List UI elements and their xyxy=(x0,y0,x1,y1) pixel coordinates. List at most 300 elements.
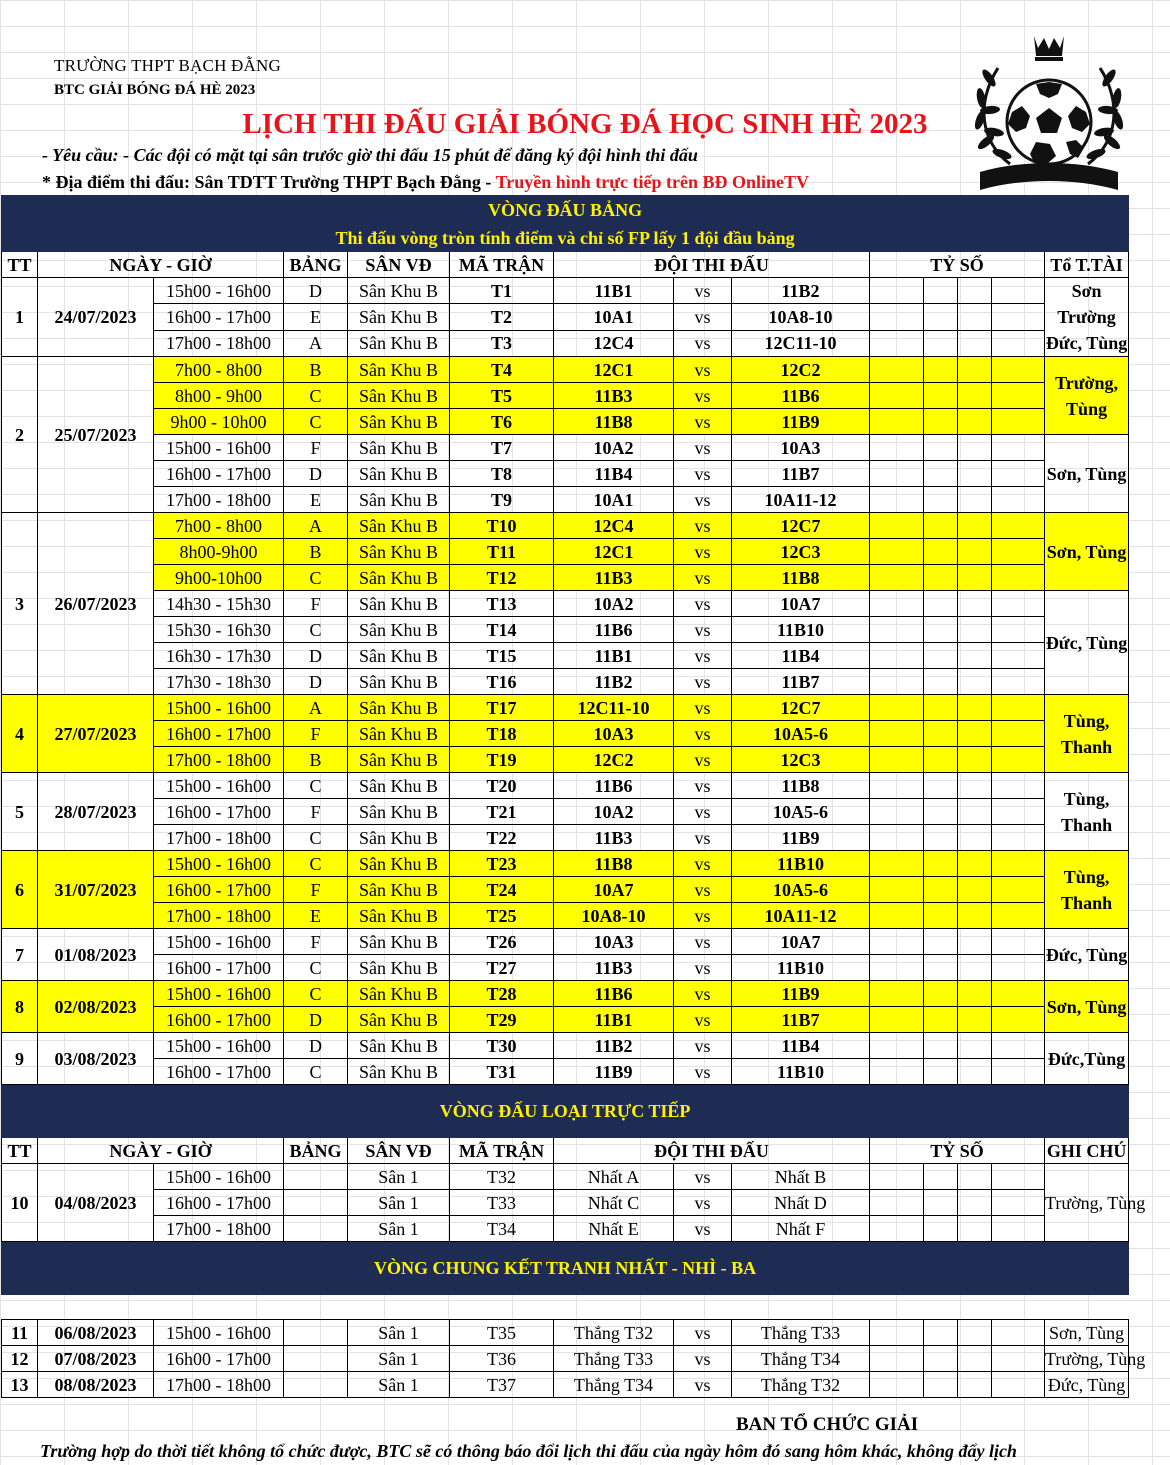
score-cell xyxy=(992,565,1045,591)
team-away: 12C11-10 xyxy=(732,330,870,356)
day-number: 6 xyxy=(2,851,38,929)
score-cell xyxy=(992,409,1045,435)
score-cell xyxy=(870,695,924,721)
match-row xyxy=(2,1216,1129,1242)
match-code: T4 xyxy=(450,357,554,383)
vs-label: vs xyxy=(674,409,732,435)
day-date: 27/07/2023 xyxy=(38,695,154,773)
page-title: LỊCH THI ĐẤU GIẢI BÓNG ĐÁ HỌC SINH HÈ 2023 xyxy=(242,108,928,140)
match-row xyxy=(2,1190,1129,1216)
match-row xyxy=(2,357,1129,383)
header-officials: Tổ T.TÀI xyxy=(1045,252,1129,278)
score-cell xyxy=(992,487,1045,513)
score-cell xyxy=(924,435,958,461)
team-home: Nhất A xyxy=(554,1164,674,1190)
officials-cell: Sơn, Tùng xyxy=(1045,1320,1129,1346)
score-cell xyxy=(958,383,992,409)
team-away: 11B6 xyxy=(732,383,870,409)
score-cell xyxy=(870,565,924,591)
day-number: 3 xyxy=(2,513,38,695)
match-row xyxy=(2,513,1129,539)
team-away: Nhất D xyxy=(732,1190,870,1216)
match-code: T36 xyxy=(450,1346,554,1372)
match-group: D xyxy=(284,643,348,669)
match-code: T12 xyxy=(450,565,554,591)
match-time: 16h30 - 17h30 xyxy=(154,643,284,669)
score-cell xyxy=(992,1033,1045,1059)
score-cell xyxy=(924,513,958,539)
score-cell xyxy=(958,747,992,773)
officials-cell: Trường, Tùng xyxy=(1045,1346,1129,1372)
team-away: 10A5-6 xyxy=(732,799,870,825)
match-row xyxy=(2,721,1129,747)
score-cell xyxy=(958,643,992,669)
match-row xyxy=(2,955,1129,981)
day-number: 13 xyxy=(2,1372,38,1398)
header-score: TỶ SỐ xyxy=(870,1138,1045,1164)
score-cell xyxy=(958,1216,992,1242)
schedule-table xyxy=(1,195,1146,1398)
match-code: T2 xyxy=(450,304,554,330)
match-code: T6 xyxy=(450,409,554,435)
weather-note: Trường hợp do thời tiết không tổ chức được, BTC sẽ có thông báo đổi lịch thi đấu của ngày hôm đó sang hôm khác, không đẩy lịch xyxy=(40,1441,1017,1461)
match-group: A xyxy=(284,695,348,721)
score-cell xyxy=(924,461,958,487)
score-cell xyxy=(924,565,958,591)
match-field: Sân Khu B xyxy=(348,981,450,1007)
match-field: Sân Khu B xyxy=(348,929,450,955)
match-group: C xyxy=(284,409,348,435)
score-cell xyxy=(870,357,924,383)
committee-name: BTC GIẢI BÓNG ĐÁ HÈ 2023 xyxy=(54,82,256,98)
team-away: Thắng T32 xyxy=(732,1372,870,1398)
vs-label: vs xyxy=(674,825,732,851)
score-cell xyxy=(958,721,992,747)
score-cell xyxy=(870,799,924,825)
match-code: T24 xyxy=(450,877,554,903)
score-cell xyxy=(958,278,992,304)
score-cell xyxy=(924,981,958,1007)
score-cell xyxy=(870,825,924,851)
match-time: 15h00 - 16h00 xyxy=(154,695,284,721)
match-group: D xyxy=(284,278,348,304)
score-cell xyxy=(924,955,958,981)
officials-cell: Đức, Tùng xyxy=(1045,1372,1129,1398)
team-home: 10A8-10 xyxy=(554,903,674,929)
match-time: 15h00 - 16h00 xyxy=(154,929,284,955)
score-cell xyxy=(924,487,958,513)
vs-label: vs xyxy=(674,591,732,617)
team-away: 11B8 xyxy=(732,773,870,799)
day-date: 26/07/2023 xyxy=(38,513,154,695)
team-home: 11B1 xyxy=(554,278,674,304)
score-cell xyxy=(870,409,924,435)
match-field: Sân Khu B xyxy=(348,487,450,513)
match-time: 7h00 - 8h00 xyxy=(154,513,284,539)
match-group xyxy=(284,1164,348,1190)
score-cell xyxy=(992,330,1045,356)
score-cell xyxy=(870,1372,924,1398)
score-cell xyxy=(958,903,992,929)
team-home: 10A1 xyxy=(554,487,674,513)
vs-label: vs xyxy=(674,799,732,825)
match-row xyxy=(2,799,1129,825)
match-time: 17h00 - 18h00 xyxy=(154,747,284,773)
header-group: BẢNG xyxy=(284,1138,348,1164)
match-row xyxy=(2,461,1129,487)
vs-label: vs xyxy=(674,1164,732,1190)
team-home: 10A7 xyxy=(554,877,674,903)
team-home: 12C4 xyxy=(554,513,674,539)
score-cell xyxy=(870,747,924,773)
match-code: T13 xyxy=(450,591,554,617)
score-cell xyxy=(924,773,958,799)
match-time: 15h00 - 16h00 xyxy=(154,981,284,1007)
match-field: Sân Khu B xyxy=(348,591,450,617)
header-officials: GHI CHÚ xyxy=(1045,1138,1129,1164)
match-field: Sân Khu B xyxy=(348,877,450,903)
vs-label: vs xyxy=(674,383,732,409)
team-away: 11B7 xyxy=(732,1007,870,1033)
match-group: E xyxy=(284,487,348,513)
score-cell xyxy=(958,487,992,513)
match-code: T5 xyxy=(450,383,554,409)
match-group: C xyxy=(284,383,348,409)
match-code: T22 xyxy=(450,825,554,851)
score-cell xyxy=(924,877,958,903)
match-time: 16h00 - 17h00 xyxy=(154,1346,284,1372)
team-away: 12C2 xyxy=(732,357,870,383)
match-code: T37 xyxy=(450,1372,554,1398)
match-row xyxy=(2,383,1129,409)
match-code: T1 xyxy=(450,278,554,304)
match-time: 7h00 - 8h00 xyxy=(154,357,284,383)
score-cell xyxy=(924,539,958,565)
team-away: 11B8 xyxy=(732,565,870,591)
score-cell xyxy=(924,643,958,669)
day-date: 01/08/2023 xyxy=(38,929,154,981)
venue-text: * Địa điểm thi đấu: Sân TDTT Trường THPT Bạch Đằng - xyxy=(42,172,496,192)
team-home: 12C11-10 xyxy=(554,695,674,721)
score-cell xyxy=(958,981,992,1007)
match-group: F xyxy=(284,591,348,617)
team-home: 10A2 xyxy=(554,591,674,617)
team-home: 12C4 xyxy=(554,330,674,356)
match-field: Sân Khu B xyxy=(348,330,450,356)
match-row xyxy=(2,851,1129,877)
day-number: 2 xyxy=(2,357,38,513)
score-cell xyxy=(958,461,992,487)
organizer-signature: BAN TỔ CHỨC GIẢI xyxy=(736,1414,919,1435)
day-number: 8 xyxy=(2,981,38,1033)
match-time: 17h00 - 18h00 xyxy=(154,1216,284,1242)
team-away: 10A5-6 xyxy=(732,721,870,747)
score-cell xyxy=(924,383,958,409)
match-group xyxy=(284,1372,348,1398)
team-away: 11B9 xyxy=(732,825,870,851)
score-cell xyxy=(958,565,992,591)
day-number: 1 xyxy=(2,278,38,357)
match-field: Sân Khu B xyxy=(348,643,450,669)
score-cell xyxy=(958,1164,992,1190)
header-teams: ĐỘI THI ĐẤU xyxy=(554,252,870,278)
team-home: 11B3 xyxy=(554,383,674,409)
team-away: Nhất B xyxy=(732,1164,870,1190)
vs-label: vs xyxy=(674,877,732,903)
match-group xyxy=(284,1216,348,1242)
score-cell xyxy=(992,721,1045,747)
score-cell xyxy=(958,617,992,643)
score-cell xyxy=(958,669,992,695)
match-group: C xyxy=(284,1059,348,1085)
officials-cell: Tùng, Thanh xyxy=(1045,695,1129,773)
team-home: Thắng T33 xyxy=(554,1346,674,1372)
spacer-row xyxy=(2,1295,1129,1320)
match-group: E xyxy=(284,304,348,330)
score-cell xyxy=(992,903,1045,929)
score-cell xyxy=(992,1190,1045,1216)
vs-label: vs xyxy=(674,747,732,773)
match-row xyxy=(2,409,1129,435)
header-datetime: NGÀY - GIỜ xyxy=(38,1138,284,1164)
team-home: 11B3 xyxy=(554,955,674,981)
team-away: 11B9 xyxy=(732,409,870,435)
match-time: 15h00 - 16h00 xyxy=(154,851,284,877)
group-stage-subtitle-cell: Thi đấu vòng tròn tính điểm và chỉ số FP lấy 1 đội đầu bảng xyxy=(2,224,1129,252)
score-cell xyxy=(924,799,958,825)
vs-label: vs xyxy=(674,357,732,383)
score-cell xyxy=(870,669,924,695)
score-cell xyxy=(924,747,958,773)
match-code: T33 xyxy=(450,1190,554,1216)
officials-cell: Trường, Tùng xyxy=(1045,357,1129,435)
match-field: Sân Khu B xyxy=(348,695,450,721)
score-cell xyxy=(870,591,924,617)
match-row xyxy=(2,825,1129,851)
team-home: 10A2 xyxy=(554,435,674,461)
vs-label: vs xyxy=(674,461,732,487)
score-cell xyxy=(992,747,1045,773)
score-cell xyxy=(992,617,1045,643)
match-code: T16 xyxy=(450,669,554,695)
match-row xyxy=(2,1372,1129,1398)
officials-cell: Tùng, Thanh xyxy=(1045,851,1129,929)
match-time: 17h00 - 18h00 xyxy=(154,903,284,929)
score-cell xyxy=(924,1007,958,1033)
score-cell xyxy=(870,435,924,461)
score-cell xyxy=(870,1059,924,1085)
match-time: 16h00 - 17h00 xyxy=(154,461,284,487)
day-date: 07/08/2023 xyxy=(38,1346,154,1372)
match-code: T3 xyxy=(450,330,554,356)
match-row xyxy=(2,747,1129,773)
match-row xyxy=(2,1007,1129,1033)
score-cell xyxy=(958,1059,992,1085)
match-field: Sân Khu B xyxy=(348,304,450,330)
officials-cell: Sơn Trường Đức, Tùng xyxy=(1045,278,1129,357)
score-cell xyxy=(992,461,1045,487)
day-number: 4 xyxy=(2,695,38,773)
match-row xyxy=(2,1059,1129,1085)
broadcast-text: Truyền hình trực tiếp trên BĐ OnlineTV xyxy=(495,172,810,192)
match-group: B xyxy=(284,357,348,383)
score-cell xyxy=(924,695,958,721)
match-row xyxy=(2,539,1129,565)
score-cell xyxy=(924,330,958,356)
match-field: Sân Khu B xyxy=(348,851,450,877)
score-cell xyxy=(924,669,958,695)
team-home: Thắng T34 xyxy=(554,1372,674,1398)
vs-label: vs xyxy=(674,1346,732,1372)
header-tt: TT xyxy=(2,252,38,278)
day-date: 03/08/2023 xyxy=(38,1033,154,1085)
team-home: 11B4 xyxy=(554,461,674,487)
score-cell xyxy=(958,304,992,330)
officials-cell: Đức,Tùng xyxy=(1045,1033,1129,1085)
score-cell xyxy=(870,1216,924,1242)
team-home: 10A3 xyxy=(554,721,674,747)
match-row xyxy=(2,669,1129,695)
match-field: Sân 1 xyxy=(348,1372,450,1398)
match-row xyxy=(2,1320,1129,1346)
match-group: D xyxy=(284,461,348,487)
vs-label: vs xyxy=(674,669,732,695)
score-cell xyxy=(870,851,924,877)
match-code: T35 xyxy=(450,1320,554,1346)
match-group: D xyxy=(284,669,348,695)
match-code: T30 xyxy=(450,1033,554,1059)
match-code: T23 xyxy=(450,851,554,877)
match-field: Sân Khu B xyxy=(348,773,450,799)
officials-cell: Đức, Tùng xyxy=(1045,591,1129,695)
team-away: Thắng T33 xyxy=(732,1320,870,1346)
knockout-title xyxy=(2,1085,1129,1138)
team-home: 11B3 xyxy=(554,825,674,851)
score-cell xyxy=(870,903,924,929)
vs-label: vs xyxy=(674,1007,732,1033)
score-cell xyxy=(870,539,924,565)
day-date: 28/07/2023 xyxy=(38,773,154,851)
match-code: T25 xyxy=(450,903,554,929)
score-cell xyxy=(924,1059,958,1085)
match-group: C xyxy=(284,617,348,643)
vs-label: vs xyxy=(674,1372,732,1398)
match-group: F xyxy=(284,435,348,461)
match-field: Sân Khu B xyxy=(348,799,450,825)
day-date: 25/07/2023 xyxy=(38,357,154,513)
match-field: Sân Khu B xyxy=(348,747,450,773)
vs-label: vs xyxy=(674,1320,732,1346)
header-field: SÂN VĐ xyxy=(348,1138,450,1164)
score-cell xyxy=(870,773,924,799)
vs-label: vs xyxy=(674,304,732,330)
match-field: Sân 1 xyxy=(348,1320,450,1346)
day-number: 9 xyxy=(2,1033,38,1085)
team-home: Thắng T32 xyxy=(554,1320,674,1346)
final-title xyxy=(2,1242,1129,1295)
day-number: 10 xyxy=(2,1164,38,1242)
match-code: T18 xyxy=(450,721,554,747)
match-code: T19 xyxy=(450,747,554,773)
team-away: 11B2 xyxy=(732,278,870,304)
team-away: 10A3 xyxy=(732,435,870,461)
score-cell xyxy=(870,617,924,643)
team-away: 10A8-10 xyxy=(732,304,870,330)
match-field: Sân Khu B xyxy=(348,1007,450,1033)
header-teams: ĐỘI THI ĐẤU xyxy=(554,1138,870,1164)
match-code: T8 xyxy=(450,461,554,487)
team-home: 11B6 xyxy=(554,773,674,799)
match-group: C xyxy=(284,981,348,1007)
match-field: Sân Khu B xyxy=(348,513,450,539)
match-code: T34 xyxy=(450,1216,554,1242)
day-number: 11 xyxy=(2,1320,38,1346)
score-cell xyxy=(924,903,958,929)
score-cell xyxy=(992,851,1045,877)
team-away: 11B7 xyxy=(732,461,870,487)
match-row xyxy=(2,330,1129,356)
match-row xyxy=(2,565,1129,591)
day-number: 7 xyxy=(2,929,38,981)
vs-label: vs xyxy=(674,721,732,747)
match-time: 15h00 - 16h00 xyxy=(154,278,284,304)
vs-label: vs xyxy=(674,929,732,955)
score-cell xyxy=(924,1164,958,1190)
score-cell xyxy=(870,330,924,356)
match-time: 15h00 - 16h00 xyxy=(154,1164,284,1190)
vs-label: vs xyxy=(674,981,732,1007)
score-cell xyxy=(992,539,1045,565)
score-cell xyxy=(958,1007,992,1033)
match-row xyxy=(2,877,1129,903)
team-home: Nhất E xyxy=(554,1216,674,1242)
score-cell xyxy=(992,877,1045,903)
vs-label: vs xyxy=(674,851,732,877)
match-field: Sân Khu B xyxy=(348,617,450,643)
match-row xyxy=(2,929,1129,955)
match-time: 16h00 - 17h00 xyxy=(154,1007,284,1033)
score-cell xyxy=(958,1346,992,1372)
header-match: MÃ TRẬN xyxy=(450,1138,554,1164)
vs-label: vs xyxy=(674,278,732,304)
score-cell xyxy=(870,1346,924,1372)
match-group: B xyxy=(284,539,348,565)
team-home: 11B9 xyxy=(554,1059,674,1085)
score-cell xyxy=(870,1007,924,1033)
score-cell xyxy=(924,617,958,643)
vs-label: vs xyxy=(674,1059,732,1085)
team-away: 10A7 xyxy=(732,929,870,955)
score-cell xyxy=(924,357,958,383)
team-home: 11B2 xyxy=(554,669,674,695)
vs-label: vs xyxy=(674,330,732,356)
score-cell xyxy=(958,929,992,955)
team-away: 10A11-12 xyxy=(732,903,870,929)
score-cell xyxy=(924,591,958,617)
team-away: 12C3 xyxy=(732,539,870,565)
match-time: 16h00 - 17h00 xyxy=(154,955,284,981)
team-away: 11B10 xyxy=(732,617,870,643)
officials-cell: Sơn, Tùng xyxy=(1045,513,1129,591)
venue-line xyxy=(42,172,809,193)
score-cell xyxy=(958,955,992,981)
score-cell xyxy=(924,409,958,435)
match-group: C xyxy=(284,825,348,851)
match-time: 15h00 - 16h00 xyxy=(154,1033,284,1059)
score-cell xyxy=(992,357,1045,383)
score-cell xyxy=(870,383,924,409)
day-date: 08/08/2023 xyxy=(38,1372,154,1398)
